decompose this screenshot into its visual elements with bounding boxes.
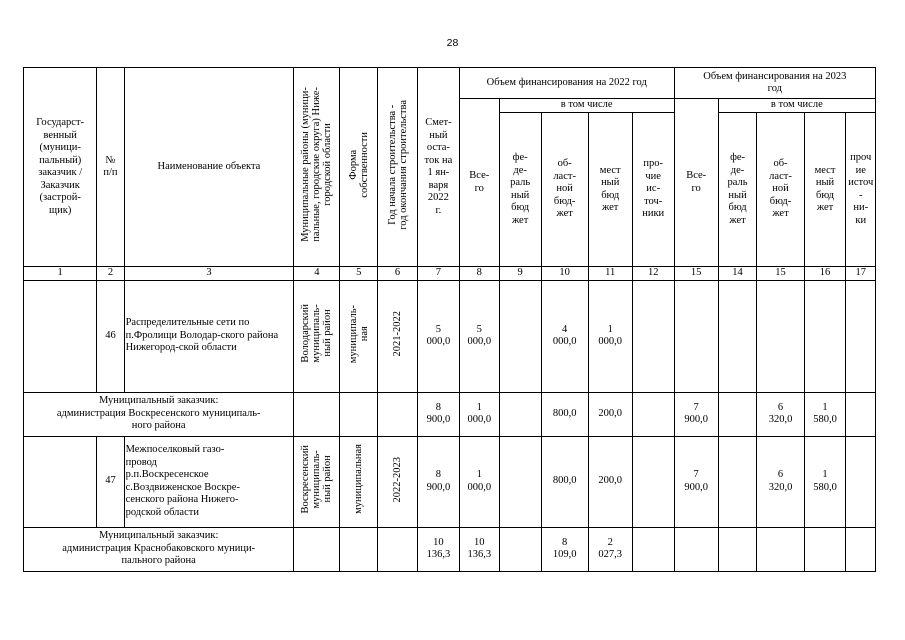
row47-regional-2023: 6 320,0 <box>757 436 804 527</box>
subtotal1-local-2022: 200,0 <box>588 392 632 436</box>
table-row <box>24 280 876 392</box>
subtotal2-total-2023 <box>674 527 718 571</box>
row46-object-name: Распределительные сети по п.Фролищи Володар-ского района Нижегород-ской области <box>124 280 294 392</box>
col-number: 12 <box>632 267 674 281</box>
table-row <box>24 436 876 527</box>
header-regional-2023: об- ласт- ной бюд- жет <box>757 113 804 267</box>
header-regional-2022: об- ласт- ной бюд- жет <box>541 113 588 267</box>
subtotal2-ownership <box>340 527 378 571</box>
row46-ownership <box>340 280 378 392</box>
col-number: 14 <box>718 267 757 281</box>
header-years <box>378 68 418 267</box>
header-local-2023: мест ный бюд жет <box>804 113 846 267</box>
subtotal2-district <box>294 527 340 571</box>
row46-federal-2022 <box>499 280 541 392</box>
header-including-2023: в том числе <box>718 99 875 113</box>
col-number: 10 <box>541 267 588 281</box>
subtotal1-total-2023: 7 900,0 <box>674 392 718 436</box>
row47-district <box>294 436 340 527</box>
header-other-2022: про- чие ис- точ- ники <box>632 113 674 267</box>
subtotal2-local-2023 <box>804 527 846 571</box>
subtotal2-other-2023 <box>846 527 876 571</box>
header-federal-2022: фе- де- раль ный бюд жет <box>499 113 541 267</box>
row46-years-text: 2021-2022 <box>392 311 404 357</box>
header-other-2023: прочие источ- ни- ки <box>846 113 876 267</box>
row47-ownership-text: муниципальная <box>353 444 365 515</box>
col-number: 17 <box>846 267 876 281</box>
row47-total-2022: 1 000,0 <box>459 436 499 527</box>
row47-total-2023: 7 900,0 <box>674 436 718 527</box>
subtotal2-regional-2023 <box>757 527 804 571</box>
header-ownership <box>340 68 378 267</box>
subtotal1-federal-2022 <box>499 392 541 436</box>
subtotal1-district <box>294 392 340 436</box>
row47-federal-2022 <box>499 436 541 527</box>
header-including-2022: в том числе <box>499 99 674 113</box>
header-financing-2022: Объем финансирования на 2022 год <box>459 68 674 99</box>
subtotal1-other-2023 <box>846 392 876 436</box>
row46-number: 46 <box>97 280 124 392</box>
col-number: 2 <box>97 267 124 281</box>
col-number: 1 <box>24 267 97 281</box>
header-years-text: Год начала строительства - год окончания строительства <box>386 99 409 230</box>
header-total-2022: Все- го <box>459 99 499 267</box>
subtotal-voskresensky-label: Муниципальный заказчик: администрация Воскресенского муниципаль- ного района <box>24 392 294 436</box>
row46-total-2023 <box>674 280 718 392</box>
header-district <box>294 68 340 267</box>
row46-district <box>294 280 340 392</box>
subtotal1-total-2022: 1 000,0 <box>459 392 499 436</box>
row46-years <box>378 280 418 392</box>
subtotal1-ownership <box>340 392 378 436</box>
header-federal-2023: фе- де- раль ный бюд жет <box>718 113 757 267</box>
subtotal2-federal-2022 <box>499 527 541 571</box>
row47-other-2023 <box>846 436 876 527</box>
col-number: 4 <box>294 267 340 281</box>
subtotal1-local-2023: 1 580,0 <box>804 392 846 436</box>
header-district-text: Муниципальные районы (муници- пальные, городские округа) Ниже- городской области <box>300 87 334 243</box>
col-number: 15 <box>757 267 804 281</box>
row46-regional-2022: 4 000,0 <box>541 280 588 392</box>
subtotal2-total-2022: 10 136,3 <box>459 527 499 571</box>
row47-local-2022: 200,0 <box>588 436 632 527</box>
subtotal2-regional-2022: 8 109,0 <box>541 527 588 571</box>
row47-number: 47 <box>97 436 124 527</box>
subtotal2-local-2022: 2 027,3 <box>588 527 632 571</box>
row47-federal-2023 <box>718 436 757 527</box>
subtotal1-federal-2023 <box>718 392 757 436</box>
col-number: 11 <box>588 267 632 281</box>
row46-regional-2023 <box>757 280 804 392</box>
header-total-2023: Все- го <box>674 99 718 267</box>
row46-ownership-text: муниципаль- ная <box>347 304 370 363</box>
row47-other-2022 <box>632 436 674 527</box>
row47-district-text: Воскресенский муниципаль- ный район <box>300 444 334 514</box>
row46-district-text: Володарский муниципаль- ный район <box>300 304 334 364</box>
row46-local-2023 <box>804 280 846 392</box>
row47-customer <box>24 436 97 527</box>
row46-total-2022: 5 000,0 <box>459 280 499 392</box>
subtotal1-other-2022 <box>632 392 674 436</box>
col-number: 8 <box>459 267 499 281</box>
header-financing-2023: Объем финансирования на 2023 год <box>674 68 875 99</box>
row46-customer <box>24 280 97 392</box>
row47-regional-2022: 800,0 <box>541 436 588 527</box>
header-estimated-balance: Смет- ный оста- ток на 1 ян- варя 2022 г. <box>417 68 459 267</box>
row47-object-name: Межпоселковый газо- провод р.п.Воскресенское с.Воздвиженское Воскре- сенского района Нижего- родской области <box>124 436 294 527</box>
row47-years <box>378 436 418 527</box>
subtotal2-years <box>378 527 418 571</box>
row46-federal-2023 <box>718 280 757 392</box>
subtotal-krasnobakovsky-label: Муниципальный заказчик: администрация Краснобаковского муници- пального района <box>24 527 294 571</box>
row47-local-2023: 1 580,0 <box>804 436 846 527</box>
row46-balance: 5 000,0 <box>417 280 459 392</box>
col-number: 3 <box>124 267 294 281</box>
page-number: 28 <box>446 37 459 49</box>
row47-balance: 8 900,0 <box>417 436 459 527</box>
col-number: 7 <box>417 267 459 281</box>
col-number: 5 <box>340 267 378 281</box>
table-row <box>24 527 876 571</box>
row46-other-2023 <box>846 280 876 392</box>
header-object-name: Наименование объекта <box>124 68 294 267</box>
subtotal1-regional-2023: 6 320,0 <box>757 392 804 436</box>
header-local-2022: мест ный бюд жет <box>588 113 632 267</box>
header-ownership-text: Форма собственности <box>347 131 370 198</box>
table-row <box>24 392 876 436</box>
subtotal1-balance: 8 900,0 <box>417 392 459 436</box>
col-number: 9 <box>499 267 541 281</box>
row46-local-2022: 1 000,0 <box>588 280 632 392</box>
subtotal1-years <box>378 392 418 436</box>
row46-other-2022 <box>632 280 674 392</box>
col-number: 16 <box>804 267 846 281</box>
row47-years-text: 2022-2023 <box>392 456 404 502</box>
subtotal2-balance: 10 136,3 <box>417 527 459 571</box>
subtotal1-regional-2022: 800,0 <box>541 392 588 436</box>
col-number: 6 <box>378 267 418 281</box>
subtotal2-other-2022 <box>632 527 674 571</box>
subtotal2-federal-2023 <box>718 527 757 571</box>
header-customer: Государст- венный (муници- пальный) заказчик / Заказчик (застрой- щик) <box>24 68 97 267</box>
row47-ownership <box>340 436 378 527</box>
header-number: № п/п <box>97 68 124 267</box>
col-number: 15 <box>674 267 718 281</box>
financing-table <box>23 67 876 572</box>
